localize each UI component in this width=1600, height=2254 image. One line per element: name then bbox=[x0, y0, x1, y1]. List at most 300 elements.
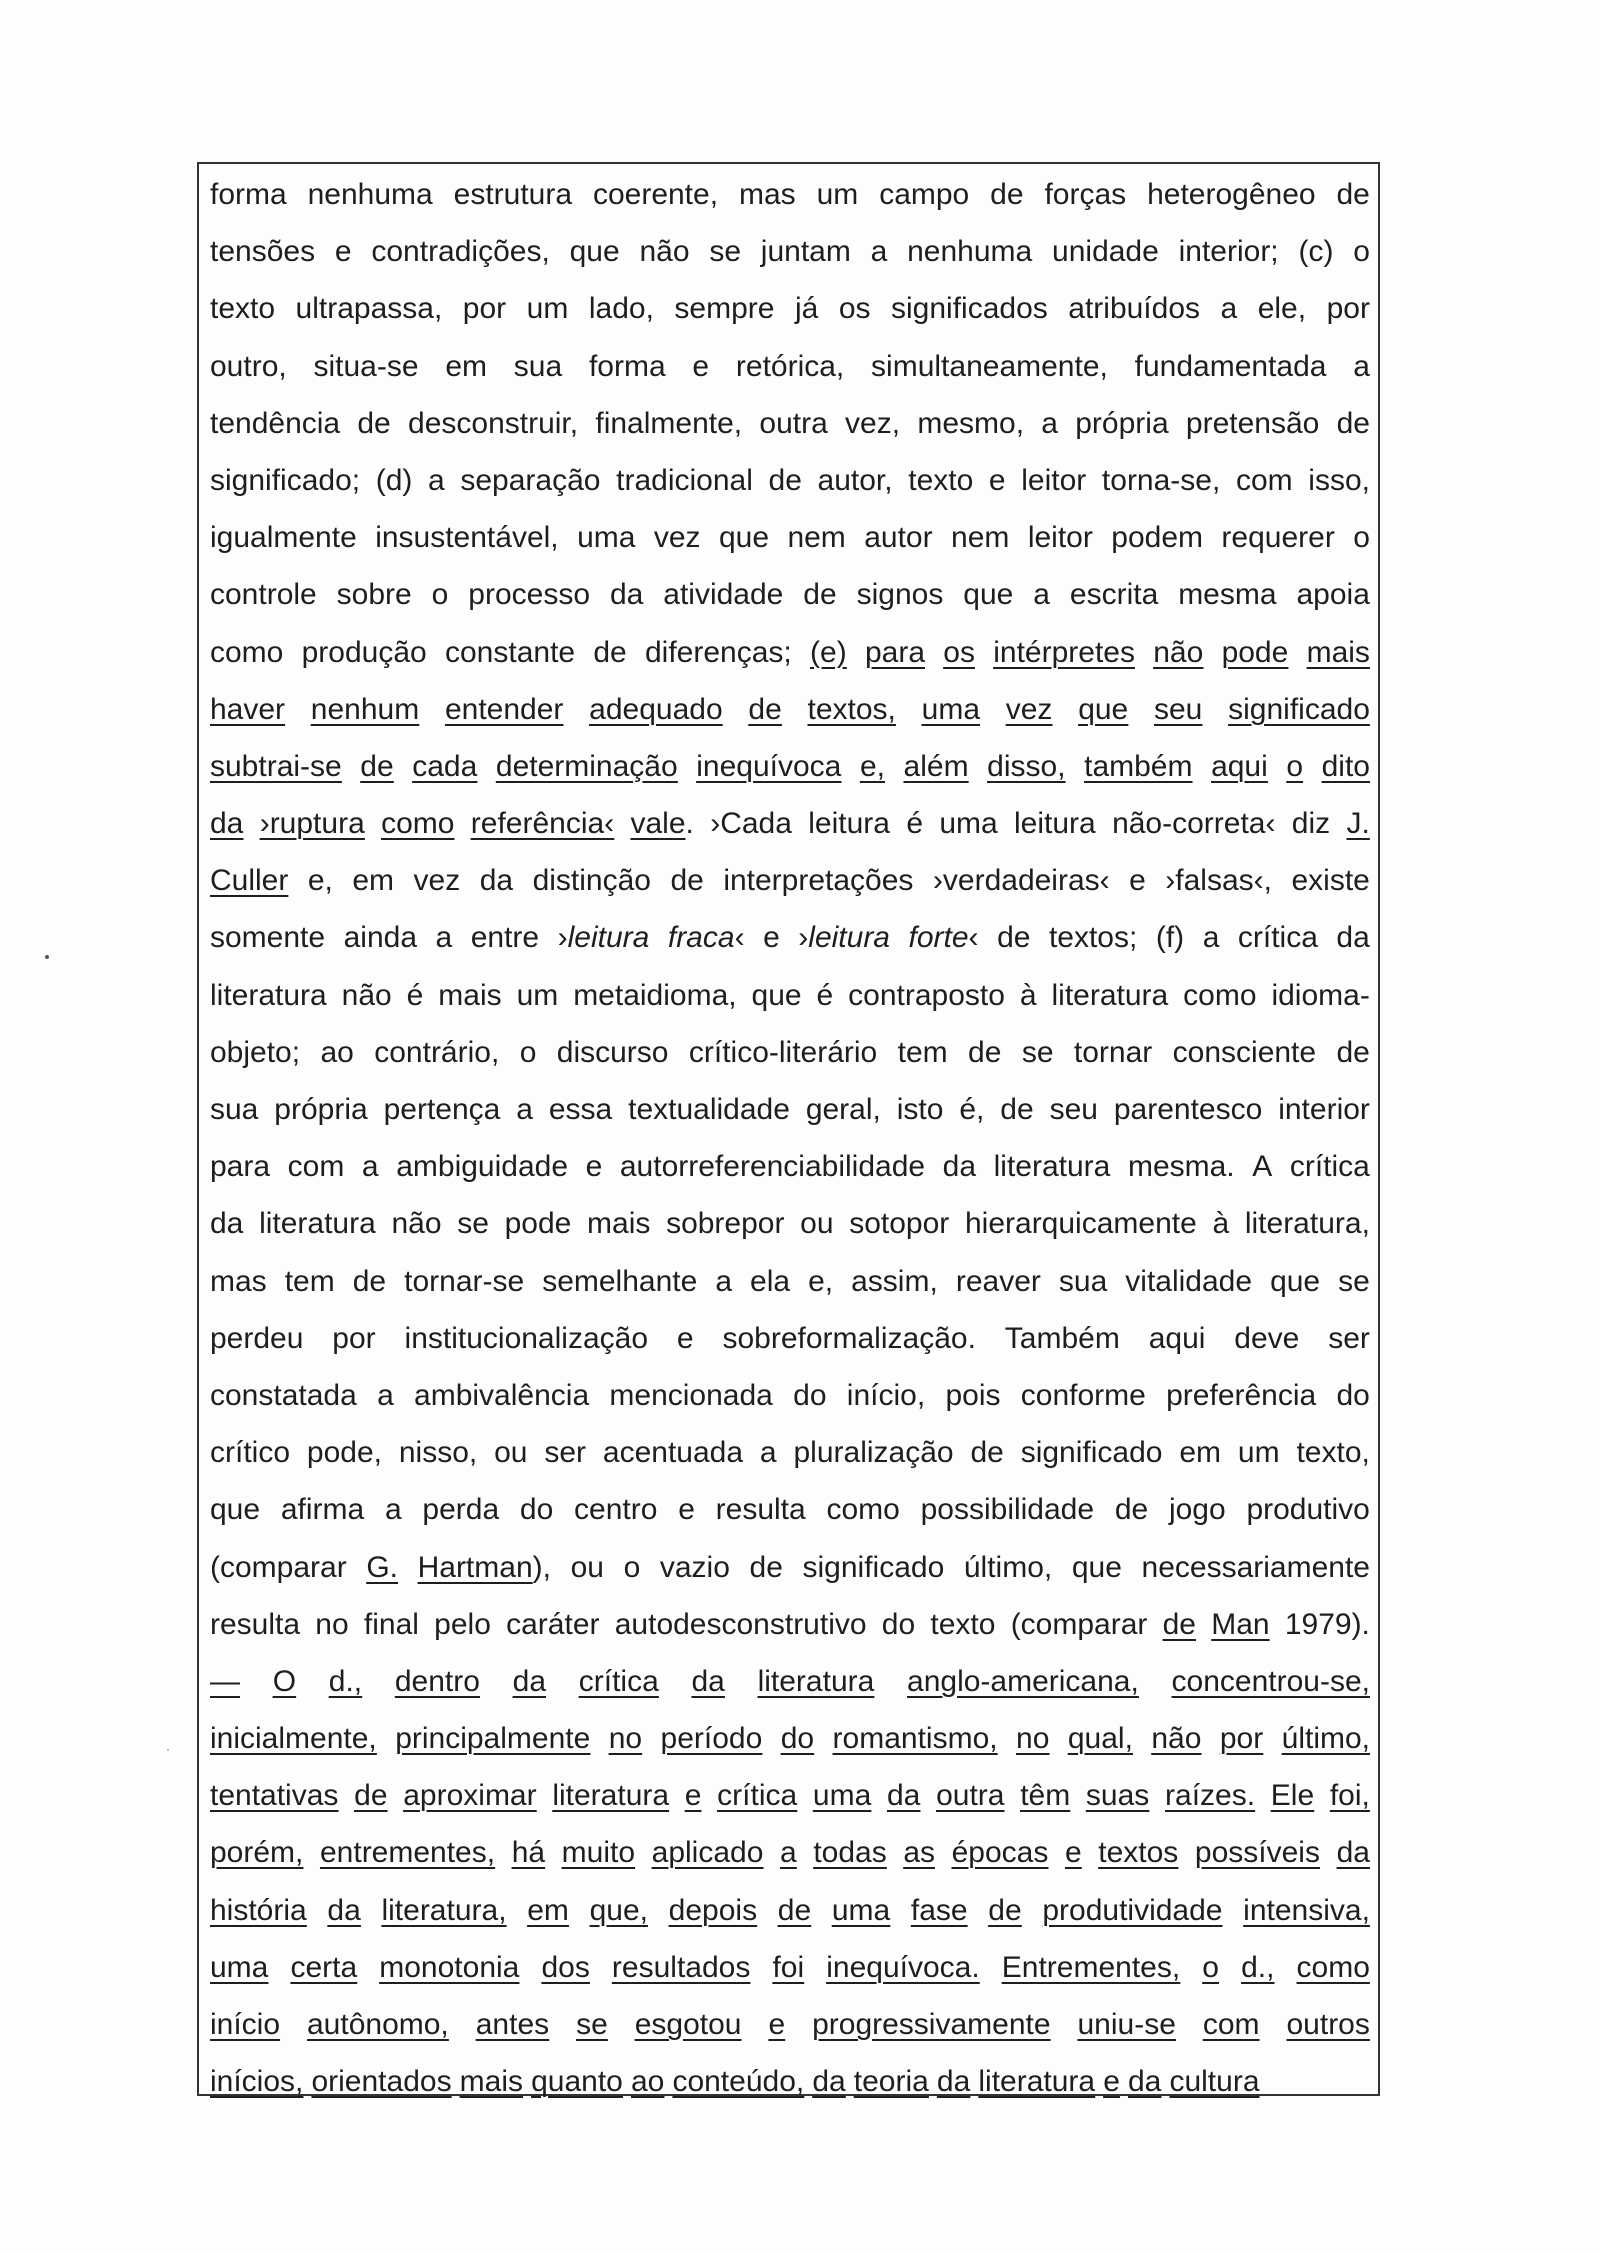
word: não bbox=[639, 235, 690, 269]
word: de bbox=[357, 406, 391, 440]
word: mesma. bbox=[1127, 1150, 1235, 1184]
word: nenhuma bbox=[307, 178, 433, 211]
text-line bbox=[210, 1824, 1370, 1881]
word: se bbox=[576, 2008, 608, 2041]
word: do bbox=[519, 1493, 554, 1527]
word: conteúdo, bbox=[672, 2065, 805, 2099]
text-line bbox=[210, 1996, 1370, 2053]
word: A bbox=[1252, 1150, 1273, 1184]
word: seu bbox=[1154, 692, 1203, 726]
word: tornar-se bbox=[404, 1264, 525, 1298]
word: de bbox=[670, 864, 704, 898]
word: resulta bbox=[715, 1493, 806, 1527]
word: atividade bbox=[663, 578, 784, 612]
word: afirma bbox=[280, 1493, 365, 1527]
word: um bbox=[1237, 1436, 1280, 1470]
word: fundamentada bbox=[1134, 349, 1327, 383]
word: uniu-se bbox=[1077, 2008, 1176, 2041]
word: (e) bbox=[810, 635, 847, 669]
word: literatura bbox=[210, 978, 327, 1012]
word: significado; bbox=[210, 463, 361, 497]
word: teoria bbox=[853, 2065, 929, 2099]
word: não bbox=[391, 1207, 442, 1241]
text-line bbox=[210, 1081, 1370, 1138]
word: nenhum bbox=[310, 692, 420, 726]
text-line bbox=[210, 280, 1370, 337]
word: fraca‹ bbox=[667, 921, 745, 955]
word: em bbox=[527, 1893, 569, 1927]
word: que bbox=[963, 578, 1014, 612]
word: distinção bbox=[532, 864, 651, 898]
word: e bbox=[1103, 2065, 1120, 2099]
word: da bbox=[886, 1779, 921, 1813]
word: dentro bbox=[394, 1664, 480, 1698]
word: em bbox=[1179, 1436, 1222, 1470]
word: determinação bbox=[495, 749, 678, 783]
word: outra bbox=[936, 1779, 1005, 1813]
word: de bbox=[1114, 1493, 1149, 1527]
text-line bbox=[210, 1138, 1370, 1195]
word: suas bbox=[1085, 1779, 1150, 1813]
word: outra bbox=[759, 406, 828, 440]
word: inequívoca. bbox=[826, 1950, 980, 1984]
word: da bbox=[479, 864, 514, 898]
word: outros bbox=[1286, 2008, 1370, 2041]
word: mesmo, bbox=[917, 406, 1025, 440]
word: G. bbox=[366, 1550, 398, 1584]
word: ›ruptura bbox=[259, 807, 365, 841]
word: e bbox=[988, 463, 1006, 497]
word: significado bbox=[802, 1550, 945, 1584]
word: heterogêneo bbox=[1147, 178, 1316, 211]
word: igualmente bbox=[210, 521, 357, 555]
word: de bbox=[749, 1550, 783, 1584]
word: a bbox=[516, 1093, 533, 1126]
word: dos bbox=[541, 1950, 590, 1984]
word: entrementes, bbox=[319, 1836, 496, 1870]
word: retórica, bbox=[735, 349, 845, 383]
word: pode, bbox=[306, 1436, 382, 1470]
word: a bbox=[1041, 406, 1058, 440]
text-line bbox=[210, 624, 1370, 681]
word: da bbox=[1336, 921, 1370, 955]
word: ›leitura bbox=[798, 921, 890, 955]
word: produção bbox=[301, 635, 427, 669]
word: Também bbox=[1004, 1321, 1120, 1355]
word: e bbox=[763, 921, 780, 955]
word: um bbox=[526, 292, 569, 326]
word: d., bbox=[328, 1664, 363, 1698]
text-line bbox=[210, 1767, 1370, 1824]
word: uma bbox=[831, 1893, 891, 1927]
word: de bbox=[1336, 406, 1370, 440]
word: a bbox=[377, 1378, 394, 1412]
text-line bbox=[210, 852, 1370, 909]
word: pois bbox=[945, 1378, 1001, 1412]
word: para bbox=[864, 635, 925, 669]
word: institucionalização bbox=[404, 1321, 649, 1355]
word: textos bbox=[1098, 1836, 1179, 1870]
word: textos; bbox=[1048, 921, 1138, 955]
word: ›verdadeiras‹ bbox=[932, 864, 1110, 898]
word: ser bbox=[544, 1436, 587, 1470]
word: Entrementes, bbox=[1001, 1950, 1181, 1984]
word: haver bbox=[210, 692, 286, 726]
word: não bbox=[1151, 1722, 1202, 1756]
word: ultrapassa, bbox=[295, 292, 443, 326]
word: torna-se, bbox=[1101, 463, 1221, 497]
word: no bbox=[1016, 1722, 1050, 1756]
word: o bbox=[1286, 749, 1304, 783]
word: de bbox=[968, 1035, 1002, 1069]
word: sobrepor bbox=[666, 1207, 785, 1241]
word: semelhante bbox=[542, 1264, 698, 1298]
word: a bbox=[361, 1150, 379, 1184]
word: quanto bbox=[531, 2065, 623, 2099]
word: de bbox=[1162, 1607, 1196, 1641]
text-line bbox=[210, 566, 1370, 623]
word: se bbox=[457, 1207, 489, 1241]
word: se bbox=[1338, 1264, 1370, 1298]
word: último, bbox=[1281, 1722, 1370, 1756]
word: existe bbox=[1291, 864, 1370, 898]
word: o bbox=[1353, 521, 1370, 555]
word: da bbox=[812, 2065, 846, 2099]
word: crítica bbox=[717, 1779, 798, 1813]
word: Ele bbox=[1270, 1779, 1315, 1813]
word: resultados bbox=[611, 1950, 751, 1984]
word: vez, bbox=[845, 406, 901, 440]
word: como bbox=[381, 807, 455, 841]
word: Man bbox=[1211, 1607, 1270, 1641]
word: somente bbox=[210, 921, 326, 955]
word: uma bbox=[210, 1950, 269, 1984]
word: que bbox=[569, 235, 620, 269]
word: uma bbox=[939, 807, 998, 841]
word: os bbox=[838, 292, 871, 326]
word: cada bbox=[412, 749, 478, 783]
word: é bbox=[406, 978, 424, 1012]
word: tentativas bbox=[210, 1779, 339, 1813]
word: crítico bbox=[210, 1436, 291, 1470]
scan-speck bbox=[45, 955, 49, 959]
word: e, bbox=[307, 864, 333, 898]
word: Culler bbox=[210, 864, 289, 898]
word: coerente, bbox=[592, 178, 719, 211]
word: sua bbox=[210, 1093, 259, 1126]
word: e bbox=[1129, 864, 1146, 898]
word: atribuídos bbox=[1068, 292, 1201, 326]
word: por bbox=[462, 292, 507, 326]
word: entre bbox=[470, 921, 540, 955]
word: forças bbox=[1044, 178, 1127, 211]
word: a bbox=[435, 921, 453, 955]
text-line bbox=[210, 509, 1370, 566]
word: e bbox=[676, 1321, 694, 1355]
word: o bbox=[1202, 1950, 1219, 1984]
word: lado, bbox=[588, 292, 654, 326]
word: muito bbox=[561, 1836, 636, 1870]
word: não bbox=[341, 978, 392, 1012]
word: pertença bbox=[383, 1093, 501, 1126]
word: ›leitura bbox=[557, 921, 650, 955]
word: mais bbox=[438, 978, 502, 1012]
word: juntam bbox=[760, 235, 851, 269]
word: tornar bbox=[1073, 1035, 1153, 1069]
text-line bbox=[210, 338, 1370, 395]
word: disso, bbox=[987, 749, 1066, 783]
word: literatura bbox=[1051, 978, 1169, 1012]
word: mais bbox=[587, 1207, 651, 1241]
word: sempre bbox=[674, 292, 775, 326]
text-line bbox=[210, 1653, 1370, 1710]
word: nenhuma bbox=[907, 235, 1033, 269]
word: também bbox=[1084, 749, 1193, 783]
word: interior; bbox=[1178, 235, 1279, 269]
word: mencionada bbox=[609, 1378, 773, 1412]
word: literatura bbox=[259, 1207, 376, 1241]
word: possibilidade bbox=[920, 1493, 1095, 1527]
word: crítica bbox=[578, 1664, 659, 1698]
word: tem bbox=[284, 1264, 335, 1298]
word: autônomo, bbox=[307, 2008, 449, 2041]
word: (f) bbox=[1155, 921, 1185, 955]
word: ser bbox=[1328, 1321, 1370, 1355]
word: apoia bbox=[1296, 578, 1370, 612]
word: adequado bbox=[589, 692, 723, 726]
word: campo bbox=[879, 178, 970, 211]
word: com bbox=[287, 1150, 345, 1184]
word: do bbox=[881, 1607, 916, 1641]
word: leitura bbox=[1014, 807, 1096, 841]
word: aqui bbox=[1148, 1321, 1206, 1355]
word: em bbox=[352, 864, 395, 898]
word: finalmente, bbox=[595, 406, 743, 440]
word: a bbox=[870, 235, 888, 269]
word: consciente bbox=[1172, 1035, 1317, 1069]
word: final bbox=[363, 1607, 419, 1641]
word: referência‹ bbox=[470, 807, 615, 841]
word: mais bbox=[1306, 635, 1370, 669]
word: romantismo, bbox=[832, 1722, 998, 1756]
word: resulta bbox=[210, 1607, 301, 1641]
word: à bbox=[1212, 1207, 1230, 1241]
word: pode bbox=[504, 1207, 572, 1241]
word: conforme bbox=[1020, 1378, 1146, 1412]
word: textualidade bbox=[628, 1093, 790, 1126]
word: estrutura bbox=[453, 178, 573, 211]
word: literatura, bbox=[381, 1893, 507, 1927]
word: ele, bbox=[1257, 292, 1307, 326]
word: como bbox=[1296, 1950, 1370, 1984]
word: de bbox=[593, 635, 627, 669]
word: além bbox=[903, 749, 969, 783]
word: há bbox=[511, 1836, 546, 1870]
word: escrita bbox=[1069, 578, 1159, 612]
word: como bbox=[1183, 978, 1257, 1012]
word: aplicado bbox=[651, 1836, 764, 1870]
word: épocas bbox=[951, 1836, 1049, 1870]
word: desconstruir, bbox=[408, 406, 579, 440]
word: requerer bbox=[1221, 521, 1335, 555]
word: vitalidade bbox=[1125, 1264, 1253, 1298]
word: signos bbox=[856, 578, 944, 612]
word: qual, bbox=[1067, 1722, 1133, 1756]
word: da bbox=[210, 1207, 244, 1241]
word: a bbox=[780, 1836, 797, 1870]
word: autodesconstrutivo bbox=[614, 1607, 867, 1641]
word: a bbox=[384, 1493, 402, 1527]
word: a bbox=[759, 1436, 777, 1470]
word: de bbox=[1336, 1035, 1370, 1069]
word: nem bbox=[951, 521, 1010, 555]
word: da bbox=[512, 1664, 547, 1698]
word: de bbox=[803, 578, 837, 612]
word: mas bbox=[738, 178, 796, 211]
word: um bbox=[516, 978, 559, 1012]
word: parentesco bbox=[1113, 1093, 1263, 1126]
word: crítica bbox=[1289, 1150, 1370, 1184]
word: forma bbox=[588, 349, 666, 383]
text-line bbox=[210, 795, 1370, 852]
word: mesma bbox=[1178, 578, 1277, 612]
text-line bbox=[210, 2053, 1370, 2110]
word: mas bbox=[210, 1264, 267, 1298]
word: assim, bbox=[851, 1264, 938, 1298]
word: vale. bbox=[630, 807, 694, 841]
word: no bbox=[315, 1607, 349, 1641]
word: por bbox=[1326, 292, 1370, 326]
word: tendência bbox=[210, 406, 341, 440]
word: nem bbox=[787, 521, 846, 555]
word: dito bbox=[1321, 749, 1370, 783]
word: sobreformalização. bbox=[722, 1321, 976, 1355]
text-line bbox=[210, 1539, 1370, 1596]
word: perdeu bbox=[210, 1321, 304, 1355]
text-line bbox=[210, 395, 1370, 452]
word: interpretações bbox=[723, 864, 914, 898]
word: início bbox=[210, 2008, 281, 2041]
word: o bbox=[1353, 235, 1370, 269]
word: perda bbox=[422, 1493, 500, 1527]
word: centro bbox=[574, 1493, 658, 1527]
word: porém, bbox=[210, 1836, 304, 1870]
word: por bbox=[332, 1321, 376, 1355]
word: com bbox=[1202, 2008, 1260, 2041]
word: Hartman), bbox=[417, 1550, 551, 1584]
word: é bbox=[816, 978, 834, 1012]
word: crítica bbox=[1237, 921, 1318, 955]
word: foi, bbox=[1329, 1779, 1370, 1813]
word: texto bbox=[908, 463, 974, 497]
word: se bbox=[709, 235, 741, 269]
word: a bbox=[428, 463, 445, 497]
word: de bbox=[997, 921, 1031, 955]
text-line bbox=[210, 967, 1370, 1024]
word: (comparar bbox=[210, 1550, 347, 1584]
word: da bbox=[691, 1664, 725, 1698]
word: aqui bbox=[1211, 749, 1268, 783]
word: processo bbox=[468, 578, 591, 612]
word: literatura, bbox=[1244, 1207, 1370, 1241]
word: autor bbox=[864, 521, 933, 555]
word: outro, bbox=[210, 349, 287, 383]
word: aproximar bbox=[403, 1779, 537, 1813]
word: da bbox=[1127, 2065, 1162, 2099]
word: da bbox=[609, 578, 644, 612]
word: sua bbox=[513, 349, 563, 383]
word: significado bbox=[1020, 1436, 1163, 1470]
word: que, bbox=[589, 1893, 648, 1927]
word: e bbox=[334, 235, 352, 269]
word: no bbox=[608, 1722, 643, 1756]
word: de bbox=[352, 1264, 387, 1298]
word: contradições, bbox=[371, 235, 550, 269]
word: a bbox=[1202, 921, 1220, 955]
word: do bbox=[780, 1722, 815, 1756]
text-line bbox=[210, 223, 1370, 280]
word: tradicional bbox=[616, 463, 753, 497]
text-line bbox=[210, 1367, 1370, 1424]
word: vazio bbox=[659, 1550, 730, 1584]
word: anglo-americana, bbox=[907, 1664, 1139, 1698]
word: já bbox=[794, 292, 819, 326]
word: ela bbox=[750, 1264, 791, 1298]
text-line bbox=[210, 1024, 1370, 1081]
word: leitura bbox=[808, 807, 890, 841]
word: entender bbox=[444, 692, 564, 726]
word: que bbox=[1071, 1550, 1122, 1584]
word: mais bbox=[459, 2065, 524, 2099]
word: pelo bbox=[434, 1607, 491, 1641]
word: por bbox=[1219, 1722, 1264, 1756]
text-line bbox=[210, 166, 1370, 223]
word: como bbox=[826, 1493, 900, 1527]
word: fase bbox=[910, 1893, 968, 1927]
word: foi bbox=[772, 1950, 805, 1984]
text-line bbox=[210, 1195, 1370, 1252]
word: diz bbox=[1291, 807, 1331, 841]
word: isto bbox=[896, 1093, 944, 1126]
word: em bbox=[445, 349, 488, 383]
word: autorreferenciabilidade bbox=[619, 1150, 926, 1184]
word: de bbox=[990, 178, 1024, 211]
word: própria bbox=[1075, 406, 1169, 440]
word: da bbox=[1336, 1836, 1370, 1870]
word: diferenças; bbox=[645, 635, 792, 669]
word: inicialmente, bbox=[210, 1722, 377, 1756]
word: vez bbox=[413, 864, 461, 898]
word: produtividade bbox=[1042, 1893, 1223, 1927]
word: seu bbox=[1049, 1093, 1098, 1126]
word: com bbox=[1235, 463, 1293, 497]
word: ainda bbox=[343, 921, 417, 955]
word: e, bbox=[859, 749, 885, 783]
word: não-correta‹ bbox=[1112, 807, 1276, 841]
text-line bbox=[210, 1310, 1370, 1367]
text-line bbox=[210, 1424, 1370, 1481]
text-line bbox=[210, 1710, 1370, 1767]
word: história bbox=[210, 1893, 307, 1927]
word: de bbox=[777, 1893, 812, 1927]
word: tem bbox=[897, 1035, 948, 1069]
word: literatura bbox=[757, 1664, 875, 1698]
word: e bbox=[692, 349, 710, 383]
word: discurso bbox=[556, 1035, 669, 1069]
word: da bbox=[327, 1893, 361, 1927]
word: d., bbox=[1241, 1950, 1275, 1984]
word: intensiva, bbox=[1243, 1893, 1370, 1927]
